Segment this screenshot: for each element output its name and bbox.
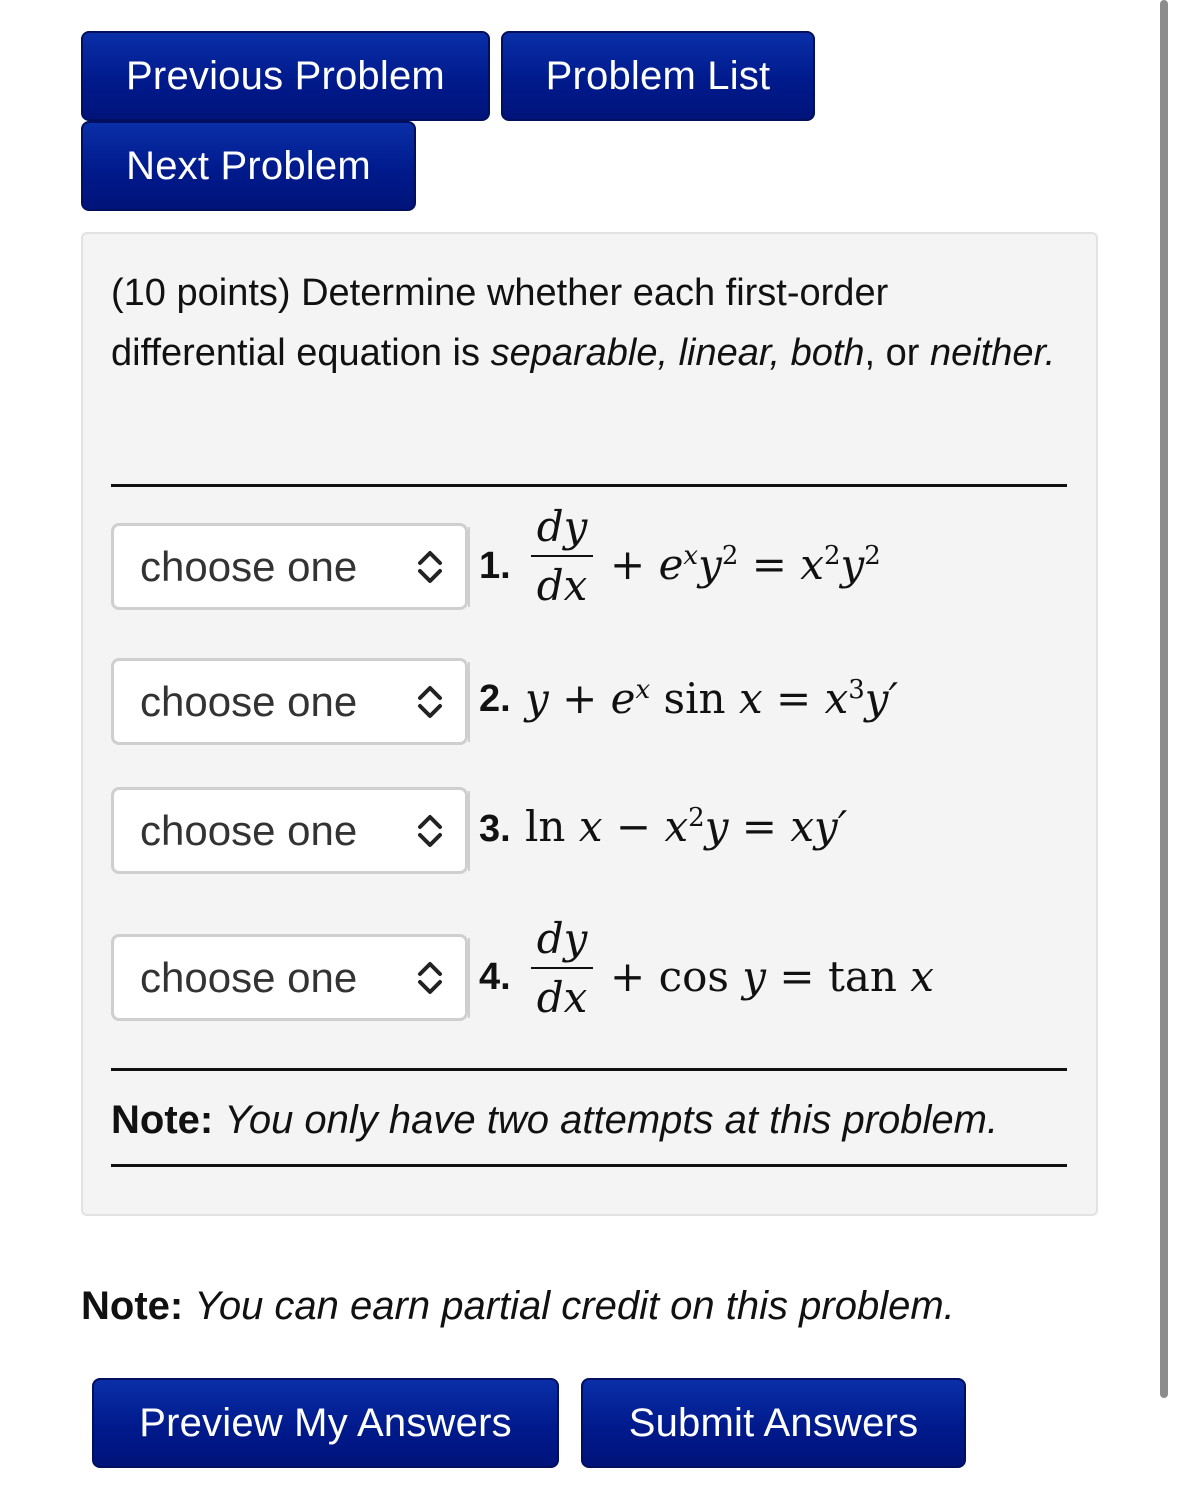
equation-2: $y + e^x$ $\sin x = x^3y'$ <box>525 674 899 723</box>
submit-answers-button[interactable]: Submit Answers <box>581 1378 966 1468</box>
answer-select-4[interactable]: choose one <box>111 934 468 1021</box>
derivative-fraction: dy dx <box>531 502 593 610</box>
partial-credit-note: Note: You can earn partial credit on this problem. <box>81 1284 955 1328</box>
preview-answers-button[interactable]: Preview My Answers <box>92 1378 559 1468</box>
equation-4: + cos y = tan x <box>610 952 934 1001</box>
chevron-updown-icon <box>415 959 445 997</box>
item-number: 3. <box>479 808 511 850</box>
answer-select-2[interactable]: choose one <box>111 658 468 745</box>
equation-3: $\ln x - x^2y = xy'$ <box>525 802 848 851</box>
divider-top <box>111 484 1067 487</box>
select-divider <box>468 662 470 742</box>
equation-1: + $e^xy^2 = x^2y^2$ <box>610 540 881 589</box>
problem-list-button[interactable]: Problem List <box>501 31 815 121</box>
derivative-fraction: dy dx <box>531 914 593 1022</box>
problem-prompt: (10 points) Determine whether each first-order differential equation is separable, linear, both, or neither. <box>111 272 1056 374</box>
item-number: 2. <box>479 678 511 720</box>
divider-bottom <box>111 1164 1067 1167</box>
next-problem-button[interactable]: Next Problem <box>81 121 416 211</box>
chevron-updown-icon <box>415 683 445 721</box>
divider-middle <box>111 1068 1067 1071</box>
previous-problem-button[interactable]: Previous Problem <box>81 31 490 121</box>
item-number: 1. <box>479 545 511 587</box>
select-divider <box>468 527 470 607</box>
answer-select-1[interactable]: choose one <box>111 523 468 610</box>
chevron-updown-icon <box>415 548 445 586</box>
page-scrollbar[interactable] <box>1160 0 1168 1398</box>
attempts-note: Note: You only have two attempts at this problem. <box>111 1098 999 1142</box>
answer-select-3[interactable]: choose one <box>111 787 468 874</box>
chevron-updown-icon <box>415 812 445 850</box>
item-number: 4. <box>479 956 511 998</box>
select-divider <box>468 791 470 871</box>
select-divider <box>468 938 470 1018</box>
